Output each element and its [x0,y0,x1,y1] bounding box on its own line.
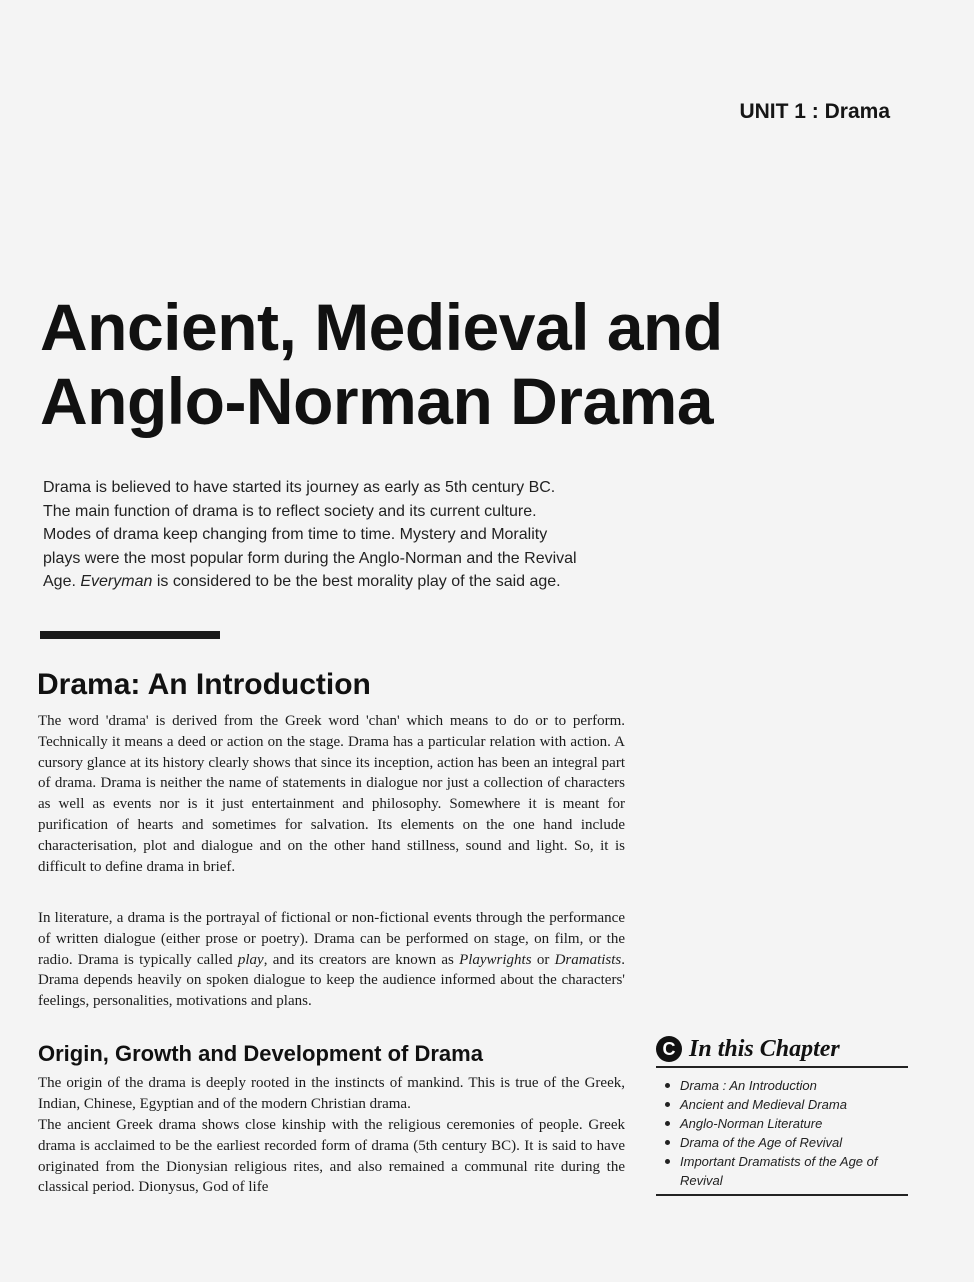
p2-play: play [237,951,264,968]
list-item: Important Dramatists of the Age of Revival [656,1152,908,1190]
unit-label: UNIT 1 [739,100,806,123]
intro-everyman: Everyman [80,573,153,590]
p2-text-b: , and its creators are known as [263,951,460,968]
list-item: Ancient and Medieval Drama [656,1095,908,1114]
list-item: Anglo-Norman Literature [656,1114,908,1133]
origin-paragraph-2: The ancient Greek drama shows close kinship with the religious ceremonies of people. Greek drama is acclaimed to be the earliest recorded form of drama (5th century BC). It is said to have originated from the Dionysian religious rites, and also remained a communal rite during the classical period. Dionysus, God of life [38,1117,625,1196]
chapter-intro [43,476,683,594]
origin-paragraph-1: The origin of the drama is deeply rooted in the instincts of mankind. This is true of the Greek, Indian, Chinese, Egyptian and of the modern Christian drama. [38,1075,625,1112]
intro-line-4: plays were the most popular form during the Anglo-Norman and the Revival [43,549,577,567]
p2-or: or [531,951,555,968]
in-this-chapter-box [656,1034,908,1196]
chapter-title-line-1: Ancient, Medieval and [40,290,723,364]
section-heading-origin: Origin, Growth and Development of Drama [38,1041,483,1066]
list-item: Drama : An Introduction [656,1076,908,1095]
p2-playwrights: Playwrights [459,951,532,968]
intro-line-1: Drama is believed to have started its journey as early as 5th century BC. [43,479,556,496]
in-this-chapter-header [656,1034,908,1068]
p2-dramatists: Dramatists [554,951,622,968]
chapter-contents-list [656,1076,908,1196]
section-heading-introduction: Drama: An Introduction [37,668,371,701]
chapter-icon: C [656,1036,682,1062]
unit-separator: : [805,100,825,123]
intro-line-2: The main function of drama is to reflect society and its current culture. [43,502,537,520]
p2-text-a: In literature, a drama is the portrayal of fictional or non-fictional events through the performance of written dialogue (either prose or poetry). Drama can be performed on stage, on film, or the radio. Drama is typically called [38,910,625,968]
chapter-title-line-2: Anglo-Norman Drama [40,364,714,438]
chapter-title [40,290,723,438]
intro-line-5 [43,570,683,594]
introduction-paragraph-2 [38,908,625,1012]
unit-name: Drama [824,100,890,123]
introduction-paragraph-1: The word 'drama' is derived from the Greek word 'chan' which means to do or to perform. Technically it means a deed or action on the stage. Drama has a particular relation with action. A cursory glance at its history clearly shows that since its inception, action has been an integral part of drama. Drama is neither the name of statements in dialogue nor just a collection of characters as well as events nor is it just entertainment and philosophy. Somewhere it is meant for purification of hearts and sometimes for salvation. Its elements on the one hand include characterisation, plot and dialogue and on the other hand stillness, sound and light. So, it is difficult to define drama in brief. [38,713,625,875]
section-divider [40,631,220,639]
intro-line-3: Modes of drama keep changing from time to time. Mystery and Morality [43,526,548,543]
list-item: Drama of the Age of Revival [656,1133,908,1152]
p2-text-c: . Drama depends heavily on spoken dialogue to keep the audience informed about the characters' feelings, personalities, motivations and plans. [38,951,625,1010]
intro-line-5-post: is considered to be the best morality play of the said age. [152,573,561,590]
intro-line-5-pre: Age. [43,573,81,590]
unit-header [739,100,890,124]
in-this-chapter-title: In this Chapter [689,1035,840,1062]
